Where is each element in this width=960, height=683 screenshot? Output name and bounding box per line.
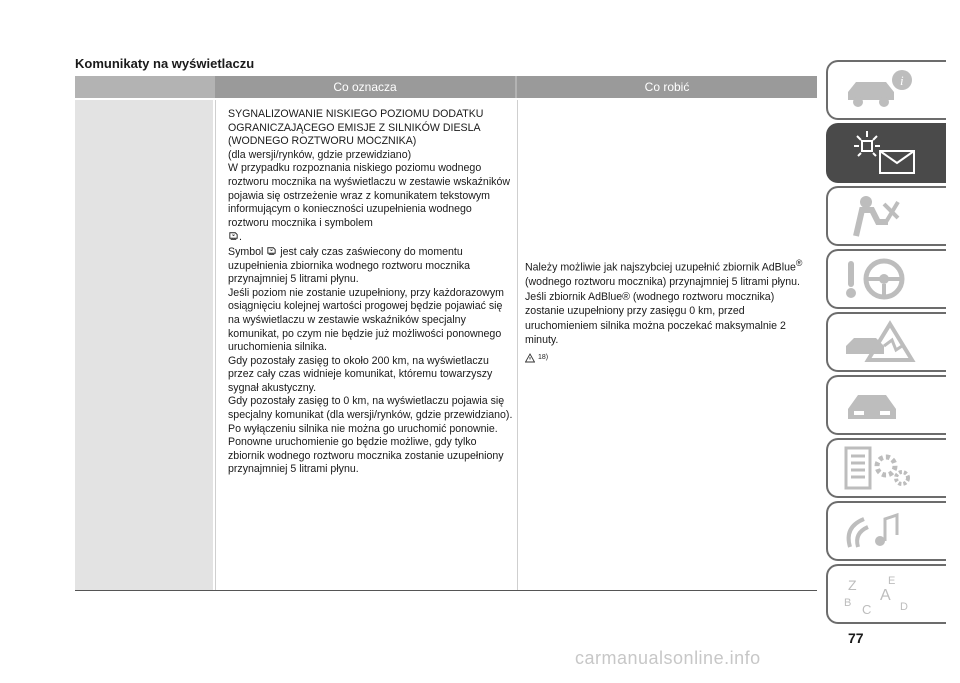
warning-light-envelope-icon [840,129,930,177]
tab-technical-data[interactable] [826,438,946,498]
symbol-paragraph [228,245,513,287]
meaning-note: (dla wersji/rynków, gdzie przewidziano) [228,148,412,161]
svg-text:B: B [844,597,852,609]
tab-emergency[interactable] [826,312,946,372]
column-divider [517,100,518,590]
table-row [75,100,817,590]
symbol-text: jest cały czas zaświecony do momentu uzupełnienia zbiornika wodnego roztworu mocznika przynajmniej 5 litrami płynu. [228,245,471,286]
svg-text:A: A [880,587,891,604]
action-cell [525,256,815,365]
index-letters-icon [840,570,920,618]
tab-index[interactable] [826,564,946,624]
meaning-paragraph: W przypadku rozpoznania niskiego poziomu wodnego roztworu mocznika na wyświetlaczu w zestawie wskaźników pojawia się ostrzeżenie wraz z komunikatem tekstowym informującym o konieczności uzupełnienia wodnego roztworu mocznika i symbolem . [228,162,511,244]
action-text [525,256,815,348]
multimedia-icon [840,507,920,555]
warning-reference-number: 18) [538,353,549,361]
meaning-paragraph: Gdy pozostały zasięg to 0 km, na wyświetlaczu pojawia się specjalny komunikat (dla wersji/rynków, gdzie przewidziano). Po wyłączeniu silnika nie można go uruchomić ponownie. [228,395,513,435]
symbol-cell [75,100,213,590]
car-service-icon [840,381,920,429]
table-bottom-rule [75,590,817,591]
tab-service[interactable] [826,375,946,435]
page-number: 77 [848,630,864,646]
tab-starting-driving[interactable] [826,249,946,309]
svg-text:C: C [862,602,872,617]
adblue-symbol-icon [228,230,239,241]
tab-multimedia[interactable] [826,501,946,561]
steering-wheel-key-icon [840,255,920,303]
header-what-it-means: Co oznacza [215,76,515,98]
car-info-icon [840,66,920,114]
specifications-gears-icon [840,444,920,492]
action-text-part: Należy możliwie jak najszybciej uzupełnić zbiornik AdBlue [525,261,796,274]
meaning-paragraph: Gdy pozostały zasięg to około 200 km, na wyświetlaczu przez cały czas widnieje komunikat, któremu towarzyszy sygnał akustyczny. [228,354,493,394]
warning-reference[interactable] [525,351,815,366]
svg-text:i: i [900,73,904,88]
svg-text:E: E [888,575,896,587]
meaning-heading: SYGNALIZOWANIE NISKIEGO POZIOMU DODATKU OGRANICZAJĄCEGO EMISJE Z SILNIKÓW DIESLA (WODNEGO ROZTWORU MOCZNIKA) [228,108,484,148]
header-what-to-do: Co robić [517,76,817,98]
symbol-word: Symbol [228,245,264,258]
breakdown-warning-icon [840,318,920,366]
tab-car-info[interactable] [826,60,946,120]
meaning-paragraph: Jeśli poziom nie zostanie uzupełniony, przy każdorazowym osiągnięciu kolejnej wartości progowej będzie pojawiać się na wyświetlaczu w zestawie wskaźników specjalny komunikat, po czym nie będzie już możliwości ponownego uruchomienia silnika. [228,286,504,354]
meaning-text: W przypadku rozpoznania niskiego poziomu wodnego roztworu mocznika na wyświetlaczu w zestawie wskaźników pojawia się ostrzeżenie wraz z komunikatem tekstowym informującym o konieczności uzupełnienia wodnego roztworu mocznika i symbolem [228,162,511,229]
watermark: carmanualsonline.info [575,648,761,668]
header-blank-cell [75,76,213,98]
section-title: Komunikaty na wyświetlaczu [75,56,255,71]
registered-mark: ® [795,258,803,268]
adblue-symbol-icon [266,245,277,256]
table-header [75,76,817,98]
meaning-paragraph: Ponowne uruchomienie go będzie możliwe, gdy tylko zbiornik wodnego roztworu mocznika zostanie uzupełniony przynajmniej 5 litrami płynu. [228,436,504,476]
seat-belt-safety-icon [840,192,920,240]
svg-text:D: D [900,601,908,613]
meaning-cell [228,108,513,477]
column-divider [215,100,216,590]
tab-safety[interactable] [826,186,946,246]
svg-text:Z: Z [848,577,857,593]
tab-warning-lights[interactable] [826,123,946,183]
action-text-part: (wodnego roztworu mocznika) przynajmniej 5 litrami płynu. Jeśli zbiornik AdBlue® (wodnego roztworu mocznika) zostanie uzupełniony przy zasięgu 0 km, przed uruchomieniem silnika można poczekać maksymalnie 2 minuty. [525,276,800,347]
warning-triangle-icon [525,353,535,363]
